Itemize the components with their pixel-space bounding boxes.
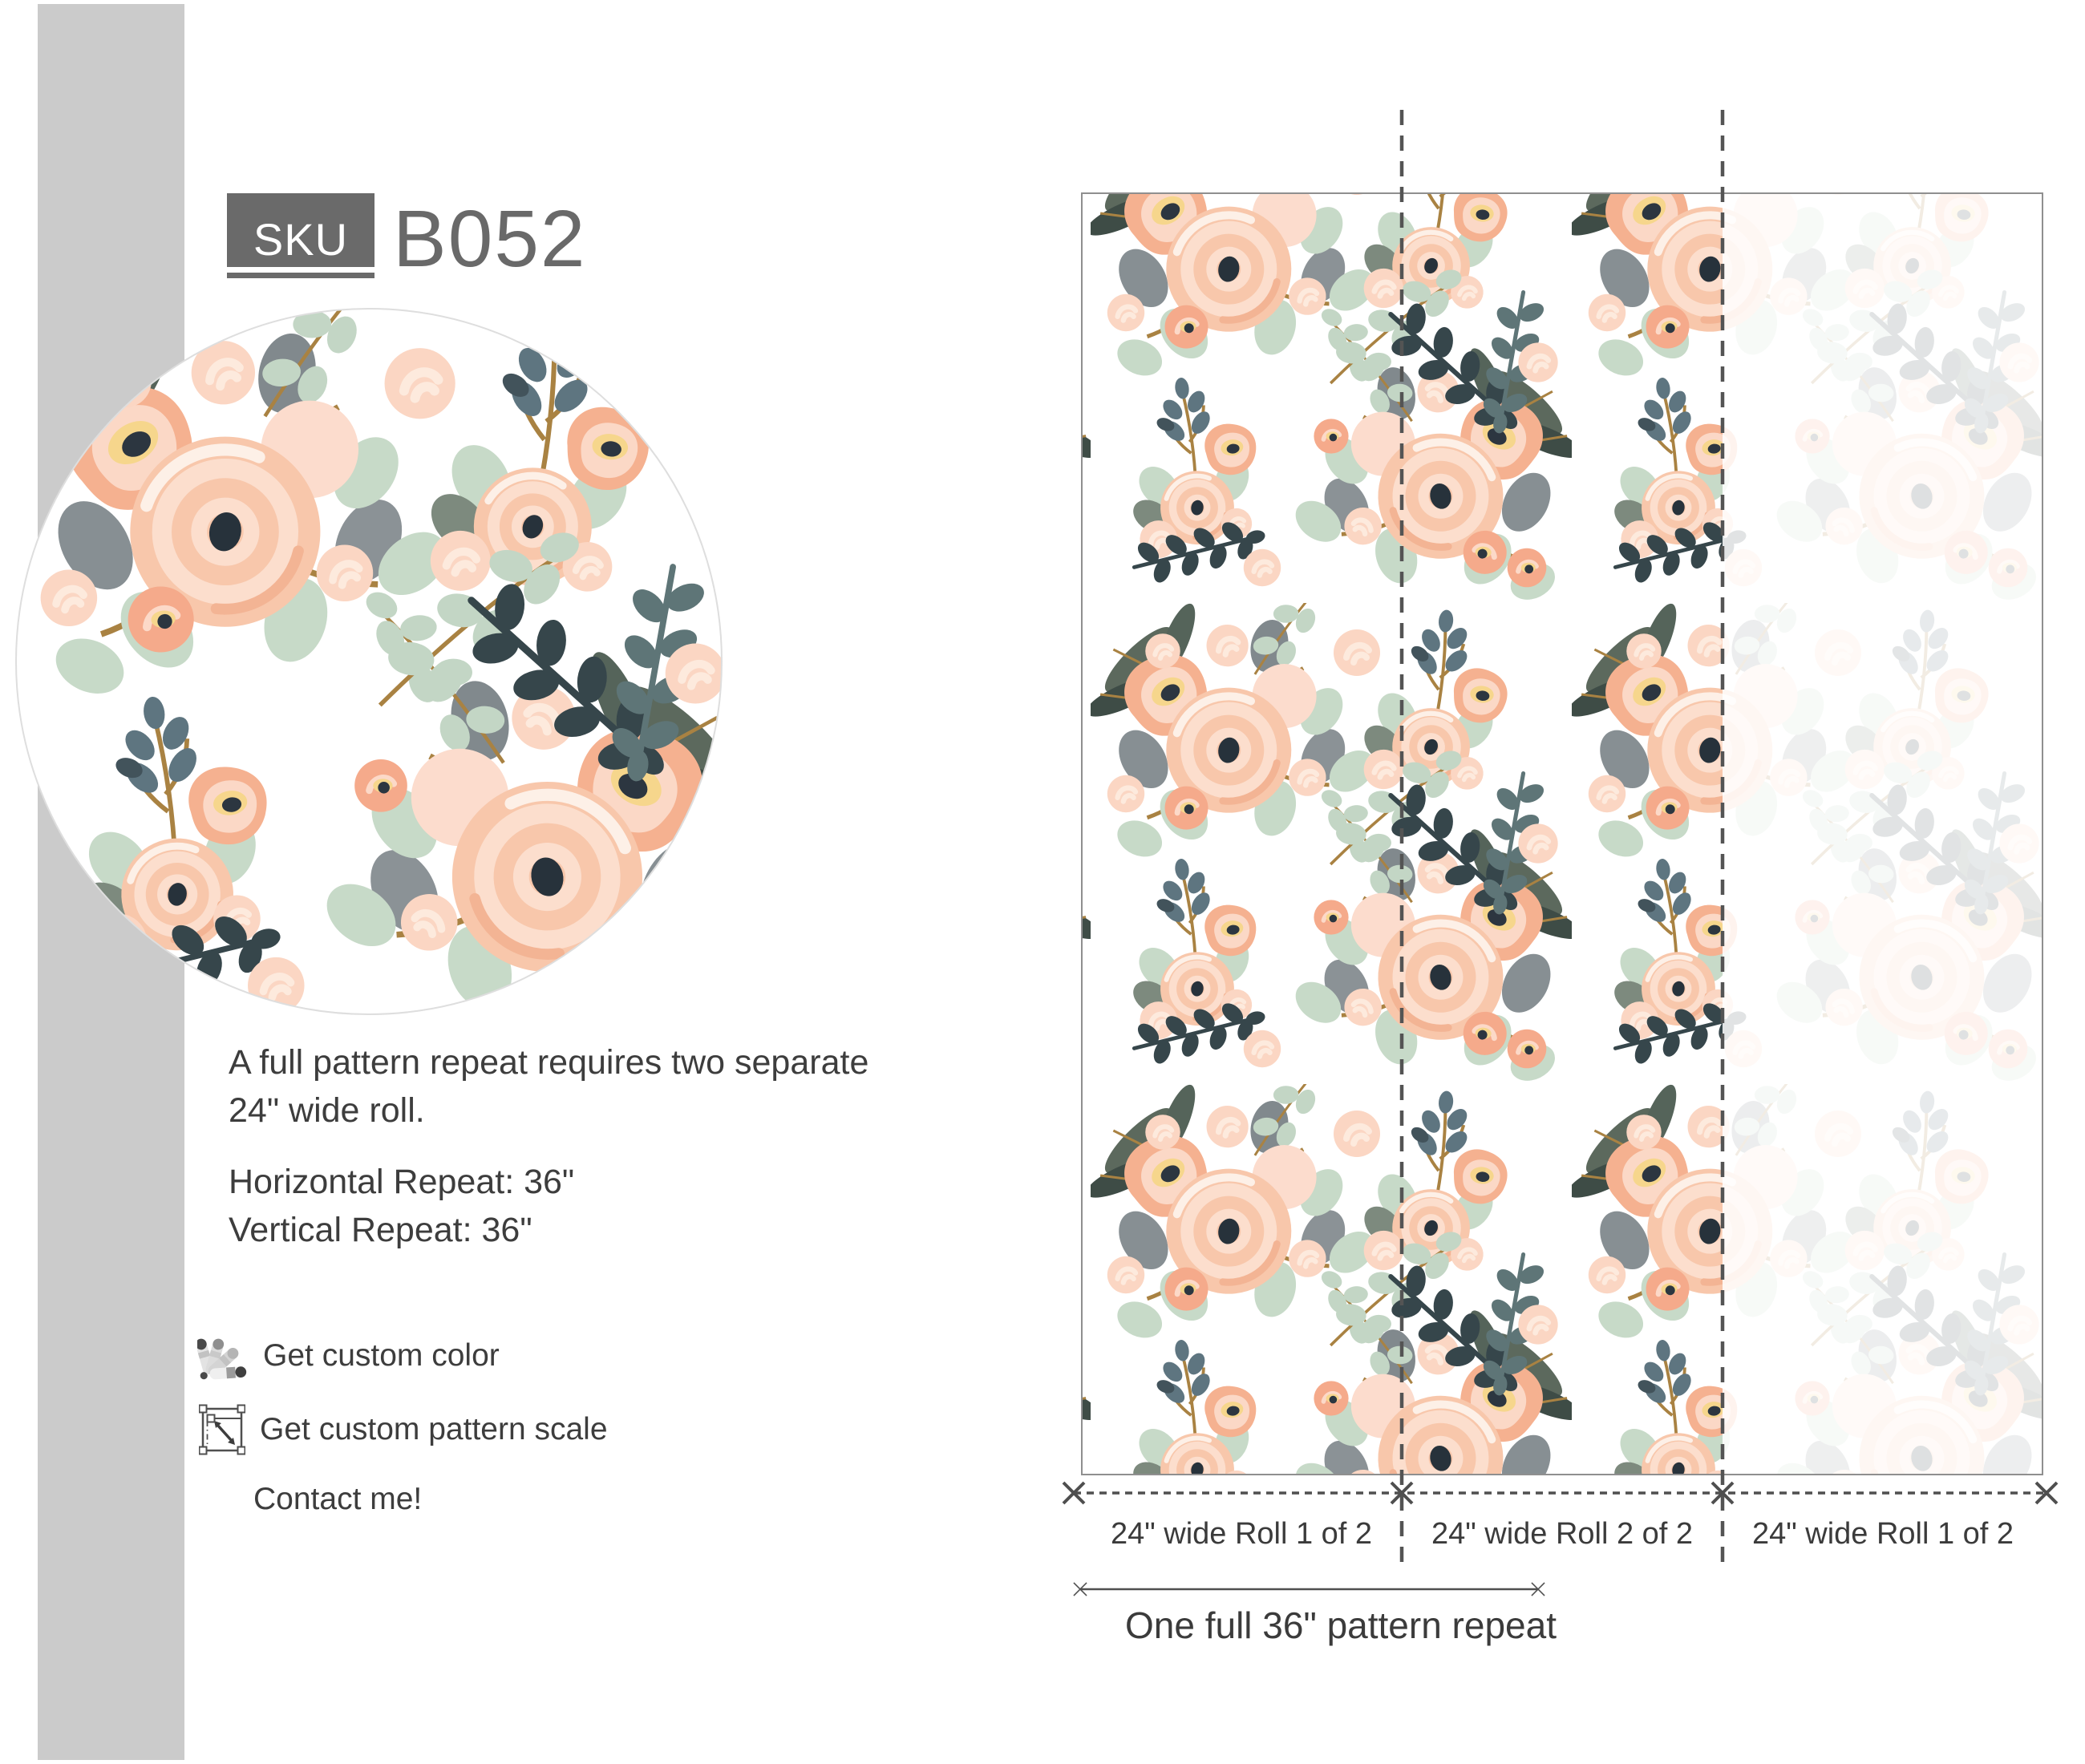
pattern-swatch-circle [15, 308, 723, 1015]
measure-x-marker-small [1074, 1583, 1087, 1596]
sku-label: SKU [253, 214, 349, 265]
faded-roll-overlay [1723, 192, 2043, 1475]
sku-value: B052 [393, 194, 587, 284]
color-fan-icon [197, 1326, 249, 1386]
pattern-panel [1081, 192, 2043, 1475]
pattern-repeat-caption: One full 36" pattern repeat [1124, 1604, 1557, 1646]
measure-x-marker-small [1532, 1583, 1545, 1596]
description-line: A full pattern repeat requires two separate [229, 1043, 869, 1082]
custom-color-label: Get custom color [263, 1338, 500, 1373]
custom-pattern-scale-option[interactable] [199, 1403, 608, 1456]
repeat-info-block [229, 1158, 574, 1254]
custom-pattern-scale-label: Get custom pattern scale [260, 1412, 608, 1446]
measure-x-marker [1712, 1483, 1733, 1503]
description-block [229, 1038, 868, 1135]
measure-x-marker [1063, 1483, 1084, 1503]
roll-section-label-1: 24" wide Roll 1 of 2 [1110, 1517, 1373, 1551]
sku-badge [227, 193, 374, 267]
vertical-repeat-line: Vertical Repeat: 36" [229, 1211, 532, 1249]
sku-underline [227, 273, 374, 278]
description-line: 24" wide roll. [229, 1091, 425, 1130]
roll-section-label-3: 24" wide Roll 1 of 2 [1751, 1517, 2014, 1551]
horizontal-repeat-line: Horizontal Repeat: 36" [229, 1163, 575, 1201]
contact-link[interactable]: Contact me! [253, 1482, 423, 1516]
custom-color-option[interactable] [197, 1326, 500, 1386]
pattern-scale-icon [199, 1403, 245, 1456]
measure-x-marker [2036, 1483, 2057, 1503]
roll-section-label-2: 24" wide Roll 2 of 2 [1431, 1517, 1694, 1551]
pattern-swatch-svg [15, 308, 723, 1015]
measure-x-marker [1391, 1483, 1412, 1503]
